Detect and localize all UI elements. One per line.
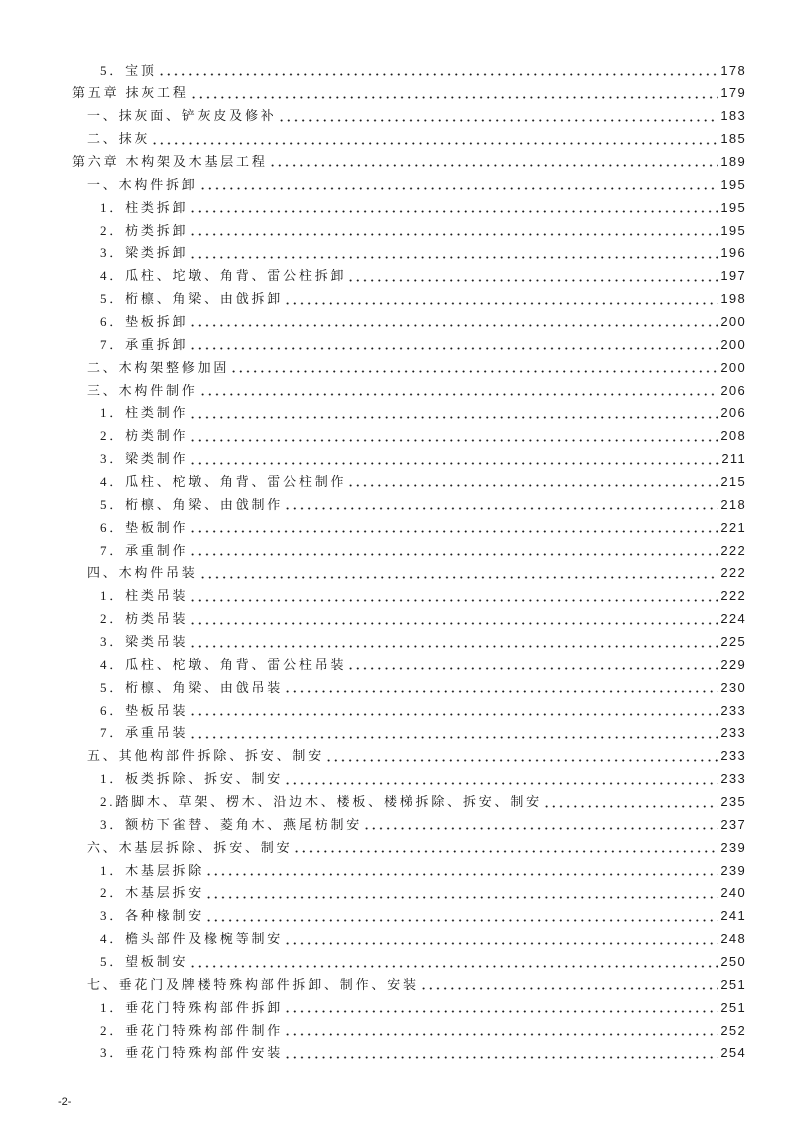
toc-item-title: 4．檐头部件及椽椀等制安 bbox=[100, 931, 284, 947]
toc-item bbox=[72, 996, 746, 1019]
toc-chapter bbox=[72, 81, 746, 104]
page-number: 239 bbox=[720, 862, 746, 878]
dot-leader bbox=[189, 430, 718, 442]
dot-leader bbox=[189, 453, 719, 465]
toc-item-title: 2．枋类拆卸 bbox=[100, 222, 189, 238]
page-number: 233 bbox=[720, 702, 746, 718]
toc-item-title: 5．桁檩、角梁、由戗制作 bbox=[100, 496, 284, 512]
page-number: 178 bbox=[720, 62, 746, 78]
page-number: 218 bbox=[720, 496, 746, 512]
toc-item-title: 4．瓜柱、柁墩、角背、雷公柱制作 bbox=[100, 473, 347, 489]
toc-item bbox=[72, 722, 746, 745]
dot-leader bbox=[189, 407, 718, 419]
toc-item bbox=[72, 1019, 746, 1042]
dot-leader bbox=[205, 864, 718, 876]
toc-item bbox=[72, 813, 746, 836]
dot-leader bbox=[284, 773, 718, 785]
toc-item bbox=[72, 630, 746, 653]
toc-item-title: 3．额枋下雀替、菱角木、燕尾枋制安 bbox=[100, 816, 363, 832]
toc-item bbox=[72, 493, 746, 516]
dot-leader bbox=[284, 1047, 718, 1059]
toc-chapter-title: 第六章 木构架及木基层工程 bbox=[72, 153, 268, 169]
toc-item-title: 1．木基层拆除 bbox=[100, 862, 205, 878]
toc-item-title: 5．桁檩、角梁、由戗吊装 bbox=[100, 679, 284, 695]
page-number: 248 bbox=[720, 931, 746, 947]
toc-item-title: 7．承重拆卸 bbox=[100, 336, 189, 352]
page-number: 239 bbox=[720, 839, 746, 855]
toc-item-title: 5．望板制安 bbox=[100, 954, 189, 970]
page-number: 229 bbox=[720, 656, 746, 672]
page-number: 196 bbox=[720, 245, 746, 261]
toc-item-title: 2.踏脚木、草架、楞木、沿边木、楼板、楼梯拆除、拆安、制安 bbox=[100, 794, 542, 810]
page-number: 195 bbox=[720, 222, 746, 238]
toc-item bbox=[72, 264, 746, 287]
toc-item bbox=[72, 767, 746, 790]
dot-leader bbox=[189, 315, 718, 327]
page-number: 195 bbox=[720, 199, 746, 215]
dot-leader bbox=[199, 384, 719, 396]
dot-leader bbox=[347, 658, 718, 670]
page-number: 241 bbox=[720, 908, 746, 924]
toc-item bbox=[72, 287, 746, 310]
page-number: 235 bbox=[720, 794, 746, 810]
toc-item-title: 3．梁类拆卸 bbox=[100, 245, 189, 261]
page-number: 200 bbox=[720, 336, 746, 352]
dot-leader bbox=[189, 613, 718, 625]
page-number: 189 bbox=[720, 153, 746, 169]
toc-section bbox=[72, 127, 746, 150]
dot-leader bbox=[347, 270, 718, 282]
toc-item bbox=[72, 950, 746, 973]
page-number: 254 bbox=[720, 1045, 746, 1061]
toc-item-title: 7．承重制作 bbox=[100, 542, 189, 558]
page-number: 208 bbox=[720, 428, 746, 444]
dot-leader bbox=[278, 110, 719, 122]
toc-item bbox=[72, 401, 746, 424]
toc-section bbox=[72, 104, 746, 127]
page-number: 240 bbox=[720, 885, 746, 901]
dot-leader bbox=[284, 681, 718, 693]
toc-item bbox=[72, 927, 746, 950]
toc-chapter bbox=[72, 150, 746, 173]
toc-item bbox=[72, 424, 746, 447]
toc-section bbox=[72, 379, 746, 402]
dot-leader bbox=[189, 247, 718, 259]
dot-leader bbox=[189, 727, 718, 739]
toc-item bbox=[72, 859, 746, 882]
toc-section bbox=[72, 973, 746, 996]
page-number: 251 bbox=[720, 976, 746, 992]
page-number: 252 bbox=[720, 1022, 746, 1038]
page-number: 211 bbox=[721, 451, 746, 467]
toc-item-title: 2．枋类制作 bbox=[100, 428, 189, 444]
toc-item bbox=[72, 699, 746, 722]
page-number: 224 bbox=[720, 611, 746, 627]
toc-section-title: 二、木构架整修加固 bbox=[87, 359, 230, 375]
dot-leader bbox=[293, 841, 718, 853]
toc-item-title: 6．垫板拆卸 bbox=[100, 313, 189, 329]
dot-leader bbox=[205, 887, 718, 899]
dot-leader bbox=[151, 133, 718, 145]
toc-section-title: 二、抹灰 bbox=[87, 131, 151, 147]
dot-leader bbox=[189, 956, 718, 968]
dot-leader bbox=[190, 87, 719, 99]
toc-section-title: 一、木构件拆卸 bbox=[87, 176, 198, 192]
dot-leader bbox=[205, 910, 718, 922]
toc-item-title: 5．桁檩、角梁、由戗拆卸 bbox=[100, 291, 284, 307]
page-number: 222 bbox=[720, 565, 746, 581]
toc-item bbox=[72, 447, 746, 470]
dot-leader bbox=[284, 293, 718, 305]
toc-item bbox=[72, 790, 746, 813]
toc-section-title: 七、垂花门及牌楼特殊构部件拆卸、制作、安装 bbox=[87, 976, 419, 992]
toc-section bbox=[72, 836, 746, 859]
toc-item bbox=[72, 333, 746, 356]
toc-item bbox=[72, 539, 746, 562]
toc-section-title: 四、木构件吊装 bbox=[87, 565, 198, 581]
toc-section bbox=[72, 356, 746, 379]
dot-leader bbox=[199, 567, 719, 579]
page-number: 237 bbox=[720, 816, 746, 832]
toc-item bbox=[72, 516, 746, 539]
dot-leader bbox=[189, 224, 718, 236]
page-number: 185 bbox=[720, 131, 746, 147]
toc-item bbox=[72, 1042, 746, 1065]
toc-item-title: 3．垂花门特殊构部件安装 bbox=[100, 1045, 284, 1061]
page-number: 200 bbox=[720, 313, 746, 329]
toc-item bbox=[72, 241, 746, 264]
toc-item-title: 1．柱类制作 bbox=[100, 405, 189, 421]
page-number: 195 bbox=[720, 176, 746, 192]
toc-section bbox=[72, 744, 746, 767]
toc-item-title: 2．木基层拆安 bbox=[100, 885, 205, 901]
dot-leader bbox=[420, 978, 719, 990]
page-number: 197 bbox=[720, 268, 746, 284]
toc-item-title: 5．宝顶 bbox=[100, 62, 157, 78]
page-number: 251 bbox=[720, 999, 746, 1015]
toc-item bbox=[72, 310, 746, 333]
toc-section bbox=[72, 173, 746, 196]
page-number: 215 bbox=[720, 473, 746, 489]
dot-leader bbox=[543, 796, 718, 808]
dot-leader bbox=[158, 64, 719, 76]
dot-leader bbox=[284, 933, 718, 945]
toc-section-title: 三、木构件制作 bbox=[87, 382, 198, 398]
toc-item bbox=[72, 676, 746, 699]
toc-item bbox=[72, 219, 746, 242]
toc-item-title: 1．柱类拆卸 bbox=[100, 199, 189, 215]
page-number: 206 bbox=[720, 405, 746, 421]
dot-leader bbox=[325, 750, 718, 762]
toc-item bbox=[72, 607, 746, 630]
toc-item-title: 4．瓜柱、坨墩、角背、雷公柱拆卸 bbox=[100, 268, 347, 284]
page-number: 206 bbox=[720, 382, 746, 398]
toc-item-title: 4．瓜柱、柁墩、角背、雷公柱吊装 bbox=[100, 656, 347, 672]
toc-item-title: 7．承重吊装 bbox=[100, 725, 189, 741]
page-number: 222 bbox=[720, 588, 746, 604]
dot-leader bbox=[189, 521, 718, 533]
footer-page-number: -2- bbox=[58, 1096, 72, 1108]
dot-leader bbox=[347, 475, 718, 487]
toc-item bbox=[72, 653, 746, 676]
page-number: 225 bbox=[720, 634, 746, 649]
toc-item bbox=[72, 59, 746, 82]
page-number: 198 bbox=[720, 291, 746, 307]
toc-item bbox=[72, 196, 746, 219]
toc-section-title: 五、其他构部件拆除、拆安、制安 bbox=[87, 748, 325, 764]
toc-item-title: 1．柱类吊装 bbox=[100, 588, 189, 604]
dot-leader bbox=[284, 1001, 718, 1013]
page-number: 233 bbox=[720, 725, 746, 741]
toc-chapter-title: 第五章 抹灰工程 bbox=[72, 85, 189, 101]
toc-item-title: 6．垫板吊装 bbox=[100, 702, 189, 718]
dot-leader bbox=[269, 155, 719, 167]
page-number: 200 bbox=[720, 359, 746, 375]
page-number: 233 bbox=[720, 748, 746, 764]
toc-item-title: 6．垫板制作 bbox=[100, 519, 189, 535]
toc-item-title: 1．垂花门特殊构部件拆卸 bbox=[100, 999, 284, 1015]
page-number: 233 bbox=[720, 771, 746, 787]
toc-item-title: 3．梁类吊装 bbox=[100, 634, 189, 649]
dot-leader bbox=[284, 1024, 718, 1036]
toc-item bbox=[72, 904, 746, 927]
toc-item-title: 3．各种椽制安 bbox=[100, 908, 205, 924]
dot-leader bbox=[189, 201, 718, 213]
dot-leader bbox=[189, 636, 718, 648]
toc-section bbox=[72, 562, 746, 585]
toc-item bbox=[72, 584, 746, 607]
page-number: 183 bbox=[720, 108, 746, 124]
toc-item-title: 1．板类拆除、拆安、制安 bbox=[100, 771, 284, 787]
dot-leader bbox=[189, 704, 718, 716]
dot-leader bbox=[189, 544, 718, 556]
table-of-contents bbox=[72, 59, 746, 1065]
toc-section-title: 六、木基层拆除、拆安、制安 bbox=[87, 839, 293, 855]
toc-item bbox=[72, 470, 746, 493]
dot-leader bbox=[230, 361, 718, 373]
dot-leader bbox=[189, 338, 718, 350]
toc-item-title: 2．垂花门特殊构部件制作 bbox=[100, 1022, 284, 1038]
toc-item-title: 3．梁类制作 bbox=[100, 451, 189, 467]
dot-leader bbox=[189, 590, 718, 602]
page-number: 221 bbox=[720, 519, 746, 535]
toc-item-title: 2．枋类吊装 bbox=[100, 611, 189, 627]
page-number: 230 bbox=[720, 679, 746, 695]
toc-section-title: 一、抹灰面、铲灰皮及修补 bbox=[87, 108, 277, 124]
toc-item bbox=[72, 882, 746, 905]
page-number: 222 bbox=[720, 542, 746, 558]
dot-leader bbox=[284, 498, 718, 510]
page-number: 179 bbox=[720, 85, 746, 101]
dot-leader bbox=[199, 178, 719, 190]
page-number: 250 bbox=[720, 954, 746, 970]
dot-leader bbox=[363, 818, 718, 830]
